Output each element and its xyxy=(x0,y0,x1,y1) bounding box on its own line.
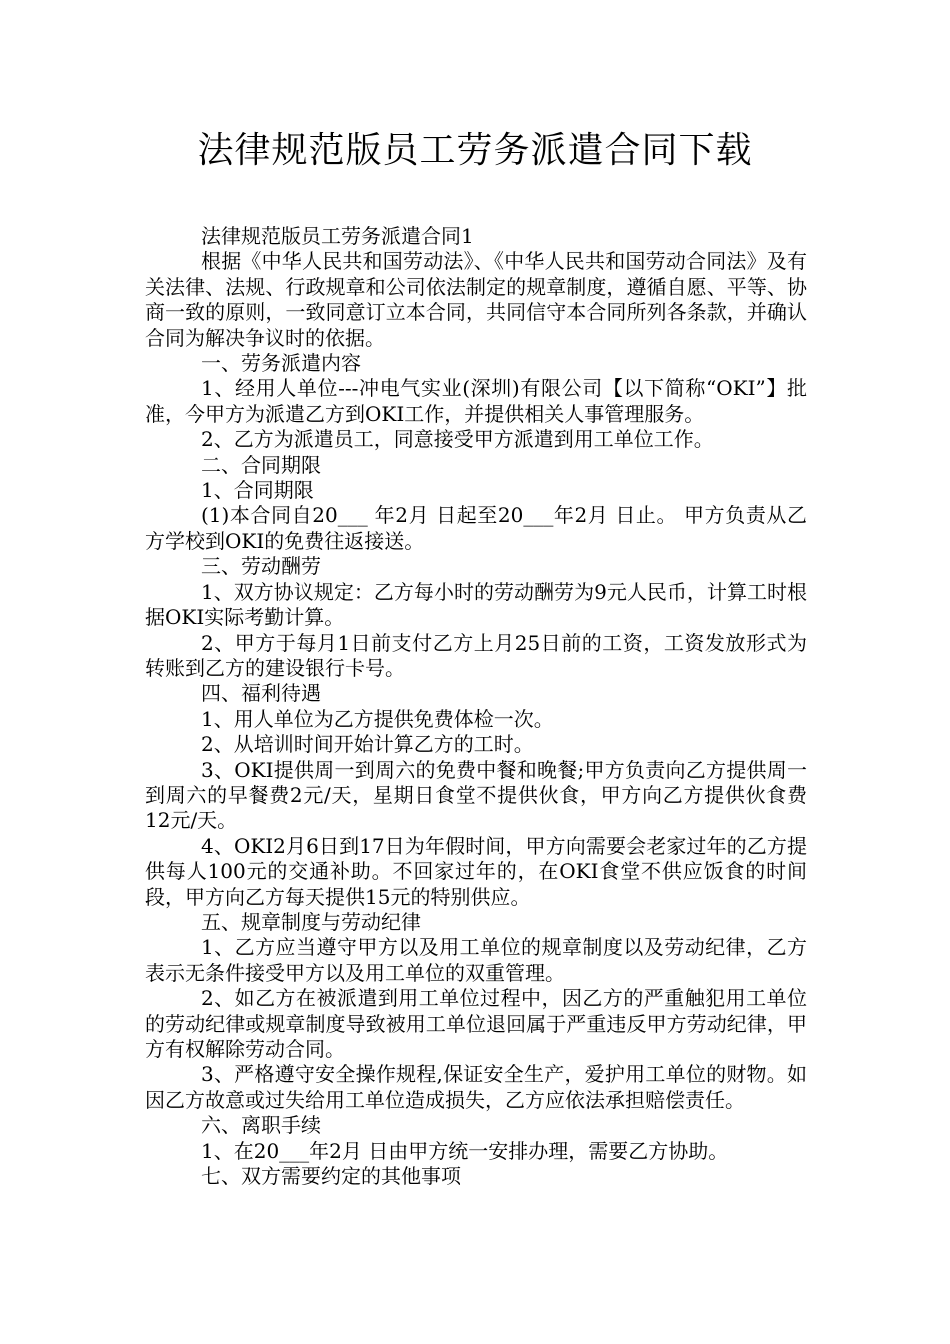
clause-3-1: 1、双方协议规定：乙方每小时的劳动酬劳为9元人民币，计算工时根据OKI实际考勤计算。 xyxy=(145,579,807,630)
clause-4-4: 4、OKI2月6日到17日为年假时间，甲方向需要会老家过年的乙方提供每人100元的交通补助。不回家过年的，在OKI食堂不供应饭食的时间段，甲方向乙方每天提供15元的特别供应。 xyxy=(145,833,807,909)
section-heading-5: 五、规章制度与劳动纪律 xyxy=(201,909,421,934)
section-heading-3: 三、劳动酬劳 xyxy=(201,554,321,579)
section-heading-4: 四、福利待遇 xyxy=(201,681,321,706)
clause-1-1: 1、经用人单位---冲电气实业(深圳)有限公司【以下简称“OKI”】批准，今甲方为派遣乙方到OKI工作，并提供相关人事管理服务。 xyxy=(145,376,807,426)
clause-4-3: 3、OKI提供周一到周六的免费中餐和晚餐;甲方负责向乙方提供周一到周六的早餐费2元/天，星期日食堂不提供伙食，甲方向乙方提供伙食费12元/天。 xyxy=(145,757,807,833)
clause-2-1: 1、合同期限 xyxy=(201,478,314,503)
preamble-paragraph: 根据《中华人民共和国劳动法》、《中华人民共和国劳动合同法》及有关法律、法规、行政规章和公司依法制定的规章制度，遵循自愿、平等、协商一致的原则，一致同意订立本合同，共同信守本合同所列各条款，并确认合同为解决争议时的依据。 xyxy=(145,249,807,350)
document-title: 法律规范版员工劳务派遣合同下载 xyxy=(197,130,753,171)
clause-6-1: 1、在20___年2月 日由甲方统一安排办理，需要乙方协助。 xyxy=(201,1138,729,1163)
section-heading-7: 七、双方需要约定的其他事项 xyxy=(201,1164,461,1189)
clause-2-1-1: (1)本合同自20___ 年2月 日起至20___年2月 日止。 甲方负责从乙方学校到OKI的免费往返接送。 xyxy=(145,503,807,553)
section-heading-2: 二、合同期限 xyxy=(201,452,321,477)
clause-5-2: 2、如乙方在被派遣到用工单位过程中，因乙方的严重触犯用工单位的劳动纪律或规章制度导致被用工单位退回属于严重违反甲方劳动纪律，甲方有权解除劳动合同。 xyxy=(145,986,807,1061)
document-body xyxy=(145,224,807,1189)
contract-heading: 法律规范版员工劳务派遣合同1 xyxy=(201,224,474,248)
clause-3-2: 2、甲方于每月1日前支付乙方上月25日前的工资，工资发放形式为转账到乙方的建设银行卡号。 xyxy=(145,630,807,680)
clause-4-1: 1、用人单位为乙方提供免费体检一次。 xyxy=(201,706,554,731)
clause-5-1: 1、乙方应当遵守甲方以及用工单位的规章制度以及劳动纪律，乙方表示无条件接受甲方以及用工单位的双重管理。 xyxy=(145,935,807,985)
section-heading-1: 一、劳务派遣内容 xyxy=(201,351,361,376)
section-heading-6: 六、离职手续 xyxy=(201,1113,321,1138)
clause-4-2: 2、从培训时间开始计算乙方的工时。 xyxy=(201,732,534,757)
clause-1-2: 2、乙方为派遣员工，同意接受甲方派遣到用工单位工作。 xyxy=(201,427,714,452)
clause-5-3: 3、严格遵守安全操作规程,保证安全生产，爱护用工单位的财物。如因乙方故意或过失给用工单位造成损失，乙方应依法承担赔偿责任。 xyxy=(145,1062,807,1112)
